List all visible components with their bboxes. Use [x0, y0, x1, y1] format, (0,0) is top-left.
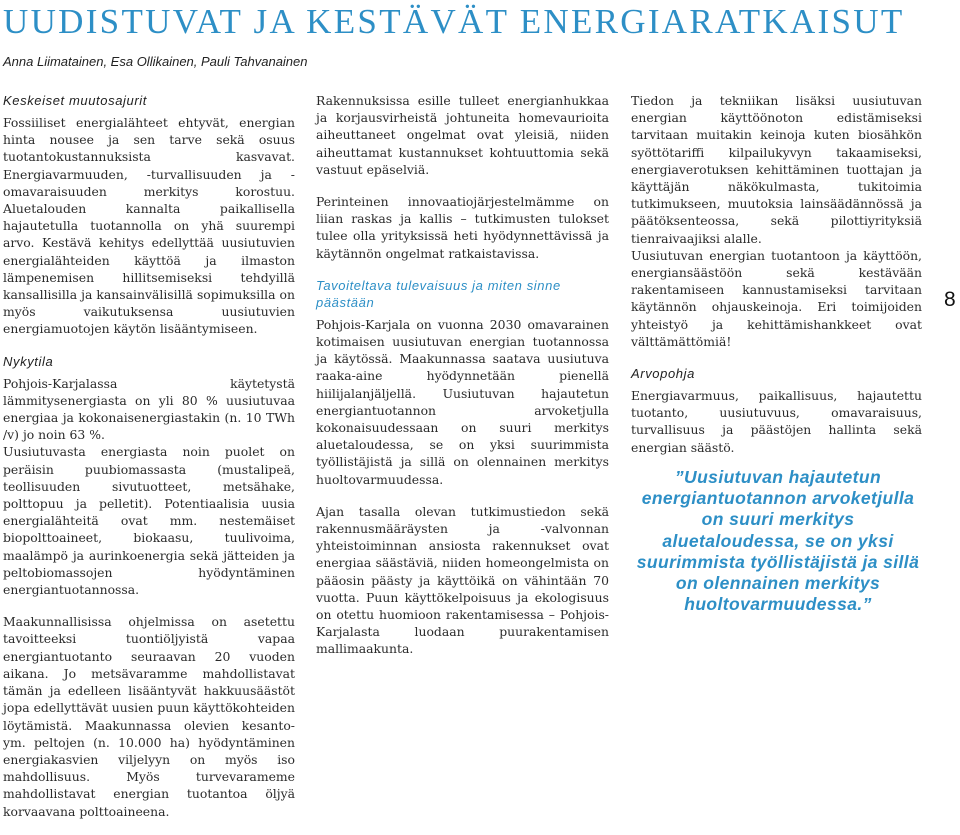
paragraph-nykytila-5: Perinteinen innovaatiojärjestelmämme on liian raskas ja kallis – tutkimusten tulokset tulee olla yrityksissä heti hyödynnettävissä ja käytännön ongelmat ratkaistavissa.: [316, 194, 609, 261]
heading-keskeiset-muutosajurit: Keskeiset muutosajurit: [3, 93, 147, 108]
authors: Anna Liimatainen, Esa Ollikainen, Pauli Tahvanainen: [3, 54, 308, 69]
column-3: [631, 92, 922, 471]
paragraph-nykytila-2: Uusiutuvasta energiasta noin puolet on peräisin puubiomassasta (mustalipeä, teollisuuden sivutuotteet, metsähake, polttopuu ja pelletit). Potentiaalisia uusia energialähteitä ovat mm. nestemäiset biopolttoaineet, biokaasu, tuulivoima, maalämpö ja aurinkoenergia sekä jätteiden ja peltobiomassojen hyödyntäminen energiantuotannossa.: [3, 444, 295, 598]
paragraph-nykytila-4: Rakennuksissa esille tulleet energianhukkaa ja korjausvirheistä johtuneita homevaurioita aiheuttaneet ongelmat ovat yleisiä, niiden aiheuttamat kustannukset kohtuuttomia sekä vastuut epäselviä.: [316, 93, 609, 177]
paragraph-nykytila-3: Maakunnallisissa ohjelmissa on asetettu tavoitteeksi tuontiöljyistä vapaa energiantuotanto seuraavan 20 vuoden aikana. Jo metsävaramme mahdollistavat tämän ja edelleen lisääntyvät hakkuusäästöt jopa edellyttävät uusien puun käyttökohteiden löytämistä. Maakunnassa olevien kesanto- ym. peltojen (n. 10.000 ha) hyödyntäminen energiakasvien viljelyyn on myös iso mahdollisuus. Myös turvevarameme mahdollistavat energian tuotantoa öljyä korvaavana polttoaineena.: [3, 614, 295, 819]
paragraph-nykytila-1: Pohjois-Karjalassa käytetystä lämmitysenergiasta on yli 80 % uusiutuvaa energiaa ja kokonaisenergiastakin (n. 10 TWh /v) jo noin 63 %.: [3, 375, 295, 443]
paragraph-tavoitteet-2: Ajan tasalla olevan tutkimustiedon sekä rakennusmääräysten ja -valvonnan yhteistoiminnan ansiosta rakennukset ovat energiaa säästäviä, niiden homeongelmista on pääosin päästy ja käyttöikä on vähintään 70 vuotta. Puun käyttökelpoisuus ja ekologisuus on otettu huomioon rakentamisessa – Pohjois-Karjalasta luodaan puurakentamisen mallimaakunta.: [316, 503, 609, 657]
column-2: [316, 92, 609, 673]
paragraph-keskeiset: Fossiiliset energialähteet ehtyvät, energian hinta nousee ja sen tarve sekä osuus tuotantokustannuksista kasvavat. Energiavarmuuden, -turvallisuuden ja -omavaraisuuden merkitys korostuu. Aluetalouden kannalta paikallisella hajautetulla tuotannolla on yhä suurempi arvo. Kestävä kehitys edellyttää uusiutuvien energialähteiden käyttöä ja ilmaston lämpenemisen hillitsemiseksi tehdyillä kansallisilla ja kansainvälisillä sopimuksilla on myös vaikutuksensa uusiutuvien energiamuotojen käytön lisääntymiseen.: [3, 115, 295, 337]
paragraph-tavoitteet-3: Tiedon ja tekniikan lisäksi uusiutuvan energian käyttöönoton edistämiseksi tarvitaan muitakin keinoja kuten biosähkön syöttötariffi kilpailukyvyn takaamiseksi, energiaverotuksen kehittäminen tuottajan ja käyttäjän näkökulmasta, tukitoimia tutkimukseen, muutoksia lainsäädännössä ja päätöksenteossa, sekä pilottiyrityksiä tienraivaajiksi alalle.: [631, 93, 922, 246]
paragraph-tavoitteet-4: Uusiutuvan energian tuotantoon ja käyttöön, energiansäästöön sekä kestävään rakentamiseen kannustamiseksi tarvitaan käytännön ohjauskeinoja. Eri toimijoiden yhteistyö ja kehittämishankkeet ovat välttämättömiä!: [631, 247, 922, 349]
page-number: 8: [944, 288, 956, 311]
paragraph-arvopohja: Energiavarmuus, paikallisuus, hajautettu tuotanto, uusiutuvuus, omavaraisuus, turvallisuus ja päästöjen hallinta sekä energian säästö.: [631, 388, 922, 455]
page-title: UUDISTUVAT JA KESTÄVÄT ENERGIARATKAISUT: [3, 2, 905, 41]
heading-tavoiteltava-tulevaisuus: Tavoiteltava tulevaisuus ja miten sinne päästään: [316, 277, 561, 310]
heading-arvopohja: Arvopohja: [631, 366, 695, 382]
column-1: [3, 92, 295, 835]
pull-quote: ”Uusiutuvan hajautetun energiantuotannon arvoketjulla on suuri merkitys aluetaloudessa, se on yksi suurimmista työllistäjistä ja sillä on olennainen merkitys huoltovarmuudessa.”: [636, 467, 920, 615]
paragraph-tavoitteet-1: Pohjois-Karjala on vuonna 2030 omavarainen kotimaisen uusiutuvan energian tuotannossa ja käytössä. Maakunnassa saatava uusiutuva raaka-aine hyödynnetään pienellä hiilijalanjäljellä. Uusiutuvan hajautetun energiantuotannon arvoketjulla kokonaisuudessaan on suuri merkitys aluetaloudessa, se on yksi suurimmista työllistäjistä ja sillä on olennainen merkitys huoltovarmuudessa.: [316, 316, 609, 487]
heading-nykytila: Nykytila: [3, 353, 54, 369]
